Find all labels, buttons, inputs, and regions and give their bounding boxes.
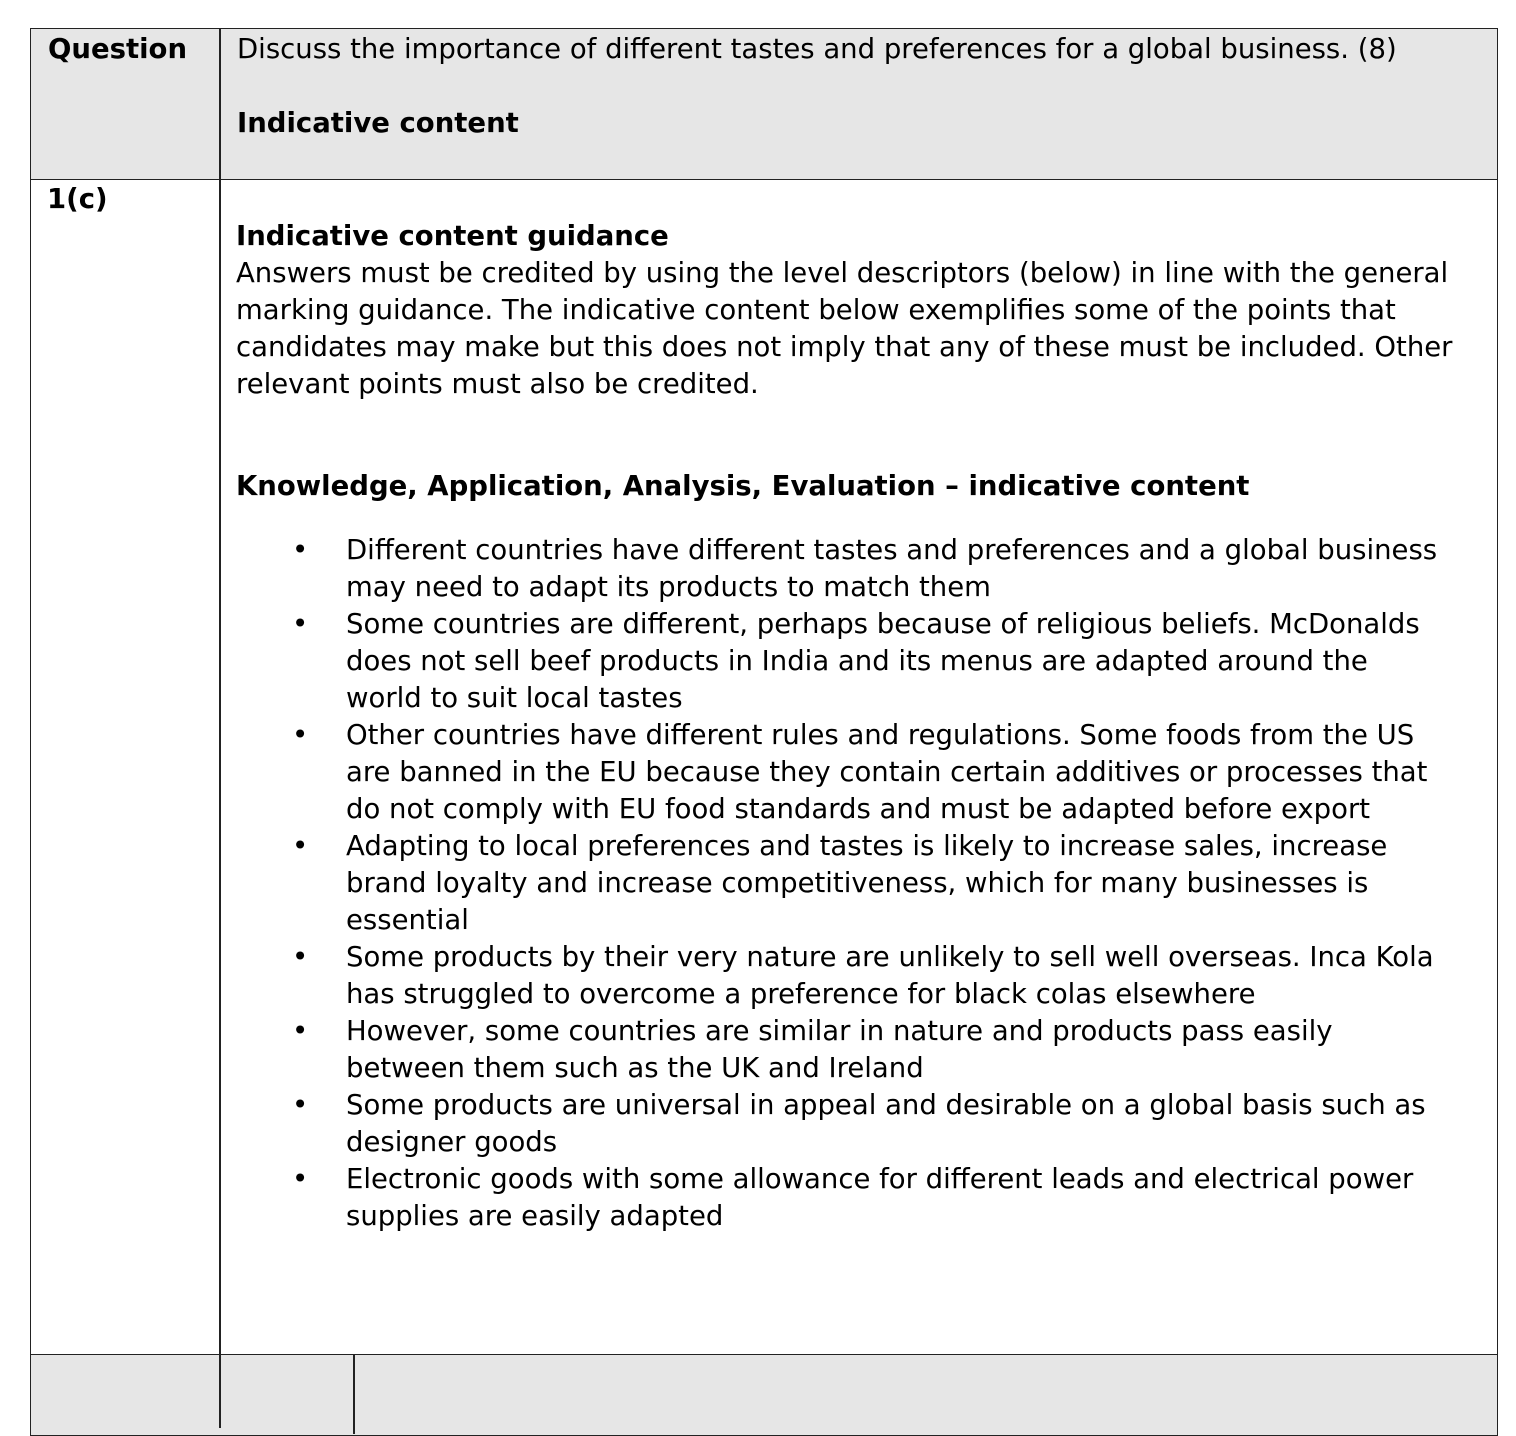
bullet-text: Some countries are different, perhaps because of religious beliefs. McDonalds does not sell beef products in India and its menus are adapted around the world to suit local tastes <box>346 608 1420 714</box>
column-divider <box>353 1354 355 1434</box>
list-item <box>236 717 1446 828</box>
bullet-text: Adapting to local preferences and tastes is likely to increase sales, increase brand loyalty and increase competitiveness, which for many businesses is essential <box>346 830 1388 936</box>
list-item <box>236 1087 1446 1161</box>
question-text: Discuss the importance of different tastes and preferences for a global business. (8) <box>237 33 1397 65</box>
list-item <box>236 828 1446 939</box>
guidance-heading: Indicative content guidance <box>236 220 669 252</box>
list-item <box>236 606 1446 717</box>
bullet-icon: • <box>292 534 309 566</box>
question-cell <box>237 31 1487 142</box>
bullet-icon: • <box>292 941 309 973</box>
bullet-text: Other countries have different rules and regulations. Some foods from the US are banned in the EU because they contain certain additives or processes that do not comply with EU food standards and must be adapted before export <box>346 719 1428 825</box>
bullet-icon: • <box>292 1163 309 1195</box>
list-item <box>236 532 1446 606</box>
bullet-text: Some products by their very nature are unlikely to sell well overseas. Inca Kola has struggled to overcome a preference for black colas elsewhere <box>346 941 1434 1010</box>
indicative-points-list <box>236 532 1486 1235</box>
question-number: 1(c) <box>47 183 108 215</box>
list-item <box>236 1013 1446 1087</box>
bullet-icon: • <box>292 830 309 862</box>
list-item <box>236 1161 1446 1235</box>
indicative-content-subheading: Indicative content <box>237 107 519 139</box>
bullet-text: Electronic goods with some allowance for different leads and electrical power supplies are easily adapted <box>346 1163 1414 1232</box>
bullet-icon: • <box>292 1015 309 1047</box>
guidance-text: Answers must be credited by using the level descriptors (below) in line with the general marking guidance. The indicative content below exemplifies some of the points that candidates may make but this does not imply that any of these must be included. Other relevant points must also be credited. <box>236 257 1453 400</box>
bullet-text: Different countries have different tastes and preferences and a global business may need to adapt its products to match them <box>346 534 1438 603</box>
bullet-icon: • <box>292 719 309 751</box>
answer-content <box>236 218 1486 1235</box>
table-header-row <box>30 28 1498 180</box>
kaae-heading: Knowledge, Application, Analysis, Evaluation – indicative content <box>236 470 1250 502</box>
list-item <box>236 939 1446 1013</box>
bullet-text: Some products are universal in appeal and desirable on a global basis such as designer goods <box>346 1089 1426 1158</box>
bullet-text: However, some countries are similar in nature and products pass easily between them such as the UK and Ireland <box>346 1015 1333 1084</box>
question-label: Question <box>48 33 188 65</box>
bullet-icon: • <box>292 1089 309 1121</box>
table-row-next <box>30 1354 1498 1436</box>
bullet-icon: • <box>292 608 309 640</box>
column-divider <box>219 28 221 1428</box>
mark-scheme-table <box>30 28 1498 1428</box>
